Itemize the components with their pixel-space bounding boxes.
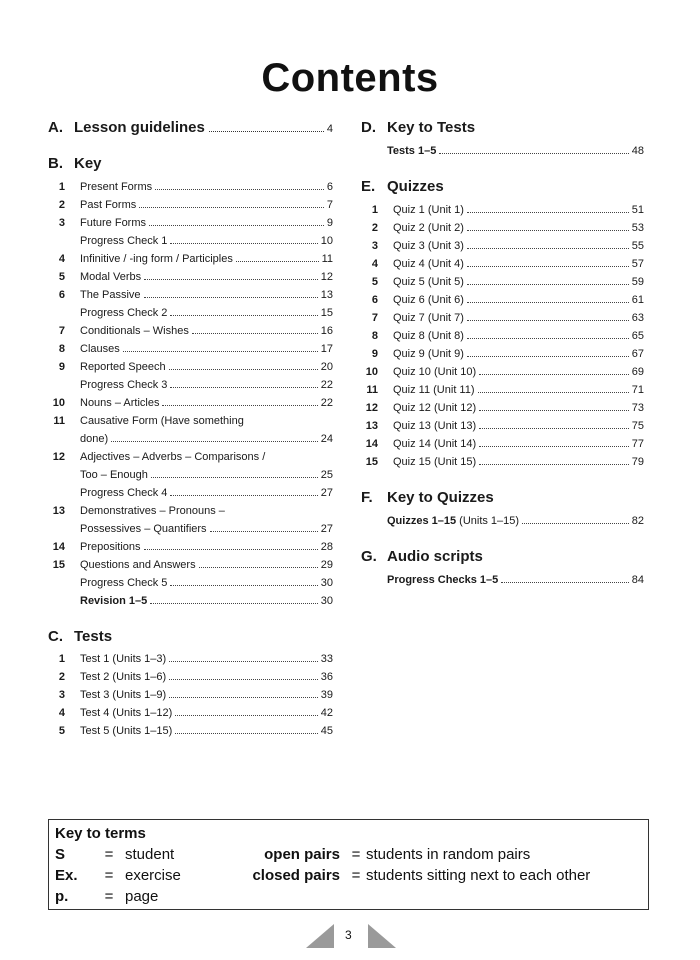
section-c-heading: C. Tests xyxy=(48,628,113,645)
entry-page-number: 39 xyxy=(320,689,333,701)
entry-number: 12 xyxy=(52,451,65,463)
entry-number: 11 xyxy=(366,384,378,396)
entry-label: Conditionals – Wishes xyxy=(80,325,189,337)
entry-number: 14 xyxy=(365,438,378,450)
entry-number: 6 xyxy=(371,294,378,306)
toc-entry[interactable] xyxy=(48,196,333,214)
page-number: 3 xyxy=(345,928,352,942)
entry-label: Tests 1–5 xyxy=(387,145,437,157)
entry-label: Quiz 2 (Unit 2) xyxy=(393,222,464,234)
leader-dots xyxy=(155,189,324,190)
entry-label-suffix: (Units 1–15) xyxy=(456,515,520,527)
entry-page-number: 22 xyxy=(320,397,333,409)
entry-page-number: 10 xyxy=(320,235,333,247)
toc-entry[interactable] xyxy=(48,466,333,484)
entry-label: Quiz 1 (Unit 1) xyxy=(393,204,464,216)
leader-dots xyxy=(144,279,318,280)
entry-page-number: 48 xyxy=(631,145,644,157)
toc-entry[interactable] xyxy=(48,556,333,574)
leader-dots xyxy=(170,387,317,388)
section-c-list xyxy=(48,650,333,740)
entry-number: 6 xyxy=(58,289,65,301)
toc-entry[interactable] xyxy=(48,358,333,376)
entry-page-number: 13 xyxy=(320,289,333,301)
entry-label: Revision 1–5 xyxy=(80,595,148,607)
entry-label: Modal Verbs xyxy=(80,271,142,283)
toc-entry[interactable] xyxy=(361,363,644,381)
entry-page-number: 12 xyxy=(320,271,333,283)
toc-entry[interactable] xyxy=(48,502,333,520)
leader-dots xyxy=(149,225,324,226)
entry-page-number: 61 xyxy=(631,294,644,306)
section-e-heading: E. Quizzes xyxy=(361,178,444,195)
leader-dots xyxy=(144,549,318,550)
leader-dots xyxy=(209,131,324,132)
entry-number: 7 xyxy=(371,312,378,324)
entry-page-number: 27 xyxy=(320,487,333,499)
toc-entry[interactable] xyxy=(48,394,333,412)
toc-entry[interactable] xyxy=(48,178,333,196)
entry-number: 4 xyxy=(58,707,65,719)
toc-entry[interactable] xyxy=(48,322,333,340)
entry-number: 13 xyxy=(52,505,65,517)
entry-label: Quiz 7 (Unit 7) xyxy=(393,312,464,324)
entry-label: Progress Checks 1–5 xyxy=(387,574,499,586)
entry-label: Test 2 (Units 1–6) xyxy=(80,671,167,683)
leader-dots xyxy=(467,248,629,249)
entry-label: Quiz 11 (Unit 11) xyxy=(393,384,475,396)
entry-label: Progress Check 5 xyxy=(80,577,168,589)
entry-number: 7 xyxy=(58,325,65,337)
key-to-terms-heading: Key to terms xyxy=(55,825,146,842)
toc-entry[interactable] xyxy=(361,453,644,471)
toc-entry[interactable] xyxy=(48,340,333,358)
leader-dots xyxy=(479,464,629,465)
leader-dots xyxy=(522,523,629,524)
entry-page-number: 51 xyxy=(631,204,644,216)
entry-label: Quiz 3 (Unit 3) xyxy=(393,240,464,252)
entry-label: Clauses xyxy=(80,343,120,355)
entry-number: 2 xyxy=(371,222,378,234)
toc-entry[interactable] xyxy=(361,201,644,219)
entry-label: Progress Check 2 xyxy=(80,307,168,319)
entry-page-number: 75 xyxy=(631,420,644,432)
entry-label: Prepositions xyxy=(80,541,141,553)
leader-dots xyxy=(169,679,318,680)
leader-dots xyxy=(169,697,318,698)
leader-dots xyxy=(170,243,317,244)
toc-entry[interactable] xyxy=(361,571,644,589)
toc-entry[interactable] xyxy=(361,273,644,291)
entry-number: 3 xyxy=(58,689,65,701)
entry-page-number: 82 xyxy=(631,515,644,527)
entry-label: Quiz 6 (Unit 6) xyxy=(393,294,464,306)
entry-label: Demonstratives – Pronouns – xyxy=(80,505,225,517)
entry-number: 13 xyxy=(365,420,378,432)
entry-label: Present Forms xyxy=(80,181,153,193)
toc-right-column xyxy=(361,119,644,589)
entry-number: 14 xyxy=(52,541,65,553)
entry-page-number: 30 xyxy=(320,577,333,589)
term-row: p. = page xyxy=(55,888,159,905)
entry-number: 5 xyxy=(371,276,378,288)
leader-dots xyxy=(151,477,318,478)
entry-page-number: 45 xyxy=(320,725,333,737)
toc-entry[interactable] xyxy=(48,448,333,466)
entry-number: 3 xyxy=(58,217,65,229)
section-f-list xyxy=(361,512,644,530)
entry-label: Progress Check 4 xyxy=(80,487,168,499)
leader-dots xyxy=(175,733,317,734)
entry-number: 4 xyxy=(58,253,65,265)
toc-entry[interactable] xyxy=(48,484,333,502)
entry-number: 9 xyxy=(371,348,378,360)
entry-page-number: 69 xyxy=(631,366,644,378)
leader-dots xyxy=(467,284,629,285)
toc-entry[interactable] xyxy=(361,219,644,237)
entry-page-number: 73 xyxy=(631,402,644,414)
entry-label: Quiz 9 (Unit 9) xyxy=(393,348,464,360)
entry-page-number: 53 xyxy=(631,222,644,234)
toc-entry[interactable] xyxy=(361,381,644,399)
entry-page-number: 84 xyxy=(631,574,644,586)
toc-entry[interactable] xyxy=(361,417,644,435)
entry-page-number: 16 xyxy=(320,325,333,337)
leader-dots xyxy=(169,369,318,370)
entry-number: 8 xyxy=(371,330,378,342)
entry-label: Reported Speech xyxy=(80,361,166,373)
entry-page-number: 57 xyxy=(631,258,644,270)
entry-page-number: 59 xyxy=(631,276,644,288)
entry-number: 10 xyxy=(365,366,378,378)
entry-label: Test 4 (Units 1–12) xyxy=(80,707,173,719)
entry-label: The Passive xyxy=(80,289,141,301)
entry-number: 2 xyxy=(58,199,65,211)
toc-entry[interactable] xyxy=(48,376,333,394)
toc-entry[interactable] xyxy=(361,435,644,453)
entry-number: 3 xyxy=(371,240,378,252)
entry-number: 5 xyxy=(58,725,65,737)
entry-label: Possessives – Quantifiers xyxy=(80,523,207,535)
entry-label: done) xyxy=(80,433,109,445)
leader-dots xyxy=(169,661,318,662)
entry-page-number: 27 xyxy=(320,523,333,535)
entry-number: 1 xyxy=(371,204,378,216)
entry-label: Test 3 (Units 1–9) xyxy=(80,689,167,701)
entry-label: Past Forms xyxy=(80,199,137,211)
section-g-list xyxy=(361,571,644,589)
toc-entry[interactable] xyxy=(48,250,333,268)
leader-dots xyxy=(479,446,629,447)
section-d-list xyxy=(361,142,644,160)
entry-label: Quiz 8 (Unit 8) xyxy=(393,330,464,342)
leader-dots xyxy=(162,405,317,406)
entry-page-number: 9 xyxy=(326,217,333,229)
toc-entry[interactable] xyxy=(48,304,333,322)
entry-number: 1 xyxy=(58,653,65,665)
entry-page-number: 29 xyxy=(320,559,333,571)
leader-dots xyxy=(192,333,318,334)
entry-number: 1 xyxy=(58,181,65,193)
entry-label: Quiz 10 (Unit 10) xyxy=(393,366,477,378)
leader-dots xyxy=(170,495,317,496)
entry-page-number: 42 xyxy=(320,707,333,719)
leader-dots xyxy=(210,531,318,532)
toc-entry[interactable] xyxy=(48,286,333,304)
leader-dots xyxy=(467,320,629,321)
toc-entry[interactable] xyxy=(361,399,644,417)
left-page-tab-icon xyxy=(306,924,334,948)
entry-number: 5 xyxy=(58,271,65,283)
toc-entry[interactable] xyxy=(361,327,644,345)
entry-page-number: 63 xyxy=(631,312,644,324)
entry-number: 15 xyxy=(52,559,65,571)
section-b-heading: B. Key xyxy=(48,155,102,172)
entry-number: 4 xyxy=(371,258,378,270)
entry-label: Progress Check 3 xyxy=(80,379,168,391)
toc-entry[interactable] xyxy=(48,668,333,686)
leader-dots xyxy=(467,212,629,213)
entry-label: Quiz 13 (Unit 13) xyxy=(393,420,477,432)
leader-dots xyxy=(144,297,318,298)
entry-page-number: 22 xyxy=(320,379,333,391)
leader-dots xyxy=(139,207,324,208)
right-page-tab-icon xyxy=(368,924,396,948)
toc-entry[interactable] xyxy=(361,255,644,273)
leader-dots xyxy=(467,230,629,231)
toc-entry[interactable] xyxy=(48,520,333,538)
leader-dots xyxy=(439,153,628,154)
leader-dots xyxy=(479,374,629,375)
entry-label: Quizzes 1–15 xyxy=(387,515,457,527)
entry-page-number: 28 xyxy=(320,541,333,553)
entry-page-number: 33 xyxy=(320,653,333,665)
entry-page-number: 67 xyxy=(631,348,644,360)
toc-entry[interactable] xyxy=(361,512,644,530)
toc-entry[interactable] xyxy=(48,538,333,556)
entry-label: Questions and Answers xyxy=(80,559,196,571)
entry-label: Future Forms xyxy=(80,217,147,229)
toc-entry[interactable] xyxy=(361,291,644,309)
entry-label: Nouns – Articles xyxy=(80,397,160,409)
toc-entry[interactable] xyxy=(48,722,333,740)
leader-dots xyxy=(111,441,318,442)
entry-label: Quiz 4 (Unit 4) xyxy=(393,258,464,270)
entry-page-number: 65 xyxy=(631,330,644,342)
term-row: Ex. = exercise closed pairs = students sitting next to each other xyxy=(55,867,591,884)
entry-page-number: 24 xyxy=(320,433,333,445)
entry-label: Causative Form (Have something xyxy=(80,415,244,427)
entry-page-number: 15 xyxy=(320,307,333,319)
entry-page-number: 79 xyxy=(631,456,644,468)
entry-label: Quiz 14 (Unit 14) xyxy=(393,438,477,450)
toc-entry[interactable] xyxy=(48,704,333,722)
entry-label: Test 1 (Units 1–3) xyxy=(80,653,167,665)
leader-dots xyxy=(467,338,629,339)
key-to-terms-box xyxy=(48,819,649,910)
leader-dots xyxy=(236,261,319,262)
toc-entry[interactable] xyxy=(48,412,333,430)
entry-number: 12 xyxy=(365,402,378,414)
leader-dots xyxy=(175,715,317,716)
entry-page-number: 11 xyxy=(321,253,333,265)
entry-label: Test 5 (Units 1–15) xyxy=(80,725,173,737)
entry-page-number: 17 xyxy=(320,343,333,355)
entry-number: 8 xyxy=(58,343,65,355)
entry-label: Adjectives – Adverbs – Comparisons / xyxy=(80,451,266,463)
entry-page-number: 25 xyxy=(320,469,333,481)
leader-dots xyxy=(467,356,629,357)
section-e-list xyxy=(361,201,644,471)
toc-entry[interactable] xyxy=(48,232,333,250)
term-row: S = student open pairs = students in random pairs xyxy=(55,846,531,863)
leader-dots xyxy=(478,392,629,393)
section-f-heading: F. Key to Quizzes xyxy=(361,489,494,506)
leader-dots xyxy=(170,585,317,586)
leader-dots xyxy=(170,315,317,316)
toc-entry[interactable] xyxy=(48,268,333,286)
leader-dots xyxy=(479,428,629,429)
toc-entry[interactable] xyxy=(361,309,644,327)
entry-number: 11 xyxy=(53,415,65,427)
leader-dots xyxy=(501,582,628,583)
toc-entry[interactable] xyxy=(48,686,333,704)
entry-number: 2 xyxy=(58,671,65,683)
section-d-heading: D. Key to Tests xyxy=(361,119,476,136)
entry-page-number: 20 xyxy=(320,361,333,373)
toc-entry[interactable] xyxy=(361,142,644,160)
entry-page-number: 71 xyxy=(631,384,644,396)
entry-number: 9 xyxy=(58,361,65,373)
entry-label: Quiz 15 (Unit 15) xyxy=(393,456,477,468)
page-title: Contents xyxy=(261,56,439,100)
entry-label: Quiz 5 (Unit 5) xyxy=(393,276,464,288)
entry-page-number: 36 xyxy=(320,671,333,683)
leader-dots xyxy=(150,603,317,604)
toc-entry[interactable] xyxy=(48,650,333,668)
entry-number: 15 xyxy=(365,456,378,468)
entry-label: Progress Check 1 xyxy=(80,235,168,247)
toc-entry[interactable] xyxy=(48,574,333,592)
entry-number: 10 xyxy=(52,397,65,409)
entry-page-number: 6 xyxy=(326,181,333,193)
entry-page-number: 55 xyxy=(631,240,644,252)
leader-dots xyxy=(467,266,629,267)
toc-entry[interactable] xyxy=(48,214,333,232)
toc-entry[interactable] xyxy=(361,237,644,255)
page-footer xyxy=(0,922,700,952)
section-a-heading[interactable]: A. Lesson guidelines 4 xyxy=(48,119,333,136)
toc-entry[interactable] xyxy=(48,430,333,448)
toc-entry[interactable] xyxy=(361,345,644,363)
entry-label: Quiz 12 (Unit 12) xyxy=(393,402,477,414)
section-g-heading: G. Audio scripts xyxy=(361,548,483,565)
leader-dots xyxy=(479,410,629,411)
toc-left-column xyxy=(48,119,333,740)
entry-page-number: 77 xyxy=(631,438,644,450)
entry-page-number: 30 xyxy=(320,595,333,607)
entry-label: Too – Enough xyxy=(80,469,148,481)
entry-page-number: 7 xyxy=(326,199,333,211)
leader-dots xyxy=(123,351,318,352)
section-b-list xyxy=(48,178,333,610)
toc-entry[interactable] xyxy=(48,592,333,610)
entry-label: Infinitive / -ing form / Participles xyxy=(80,253,233,265)
leader-dots xyxy=(199,567,318,568)
leader-dots xyxy=(467,302,629,303)
